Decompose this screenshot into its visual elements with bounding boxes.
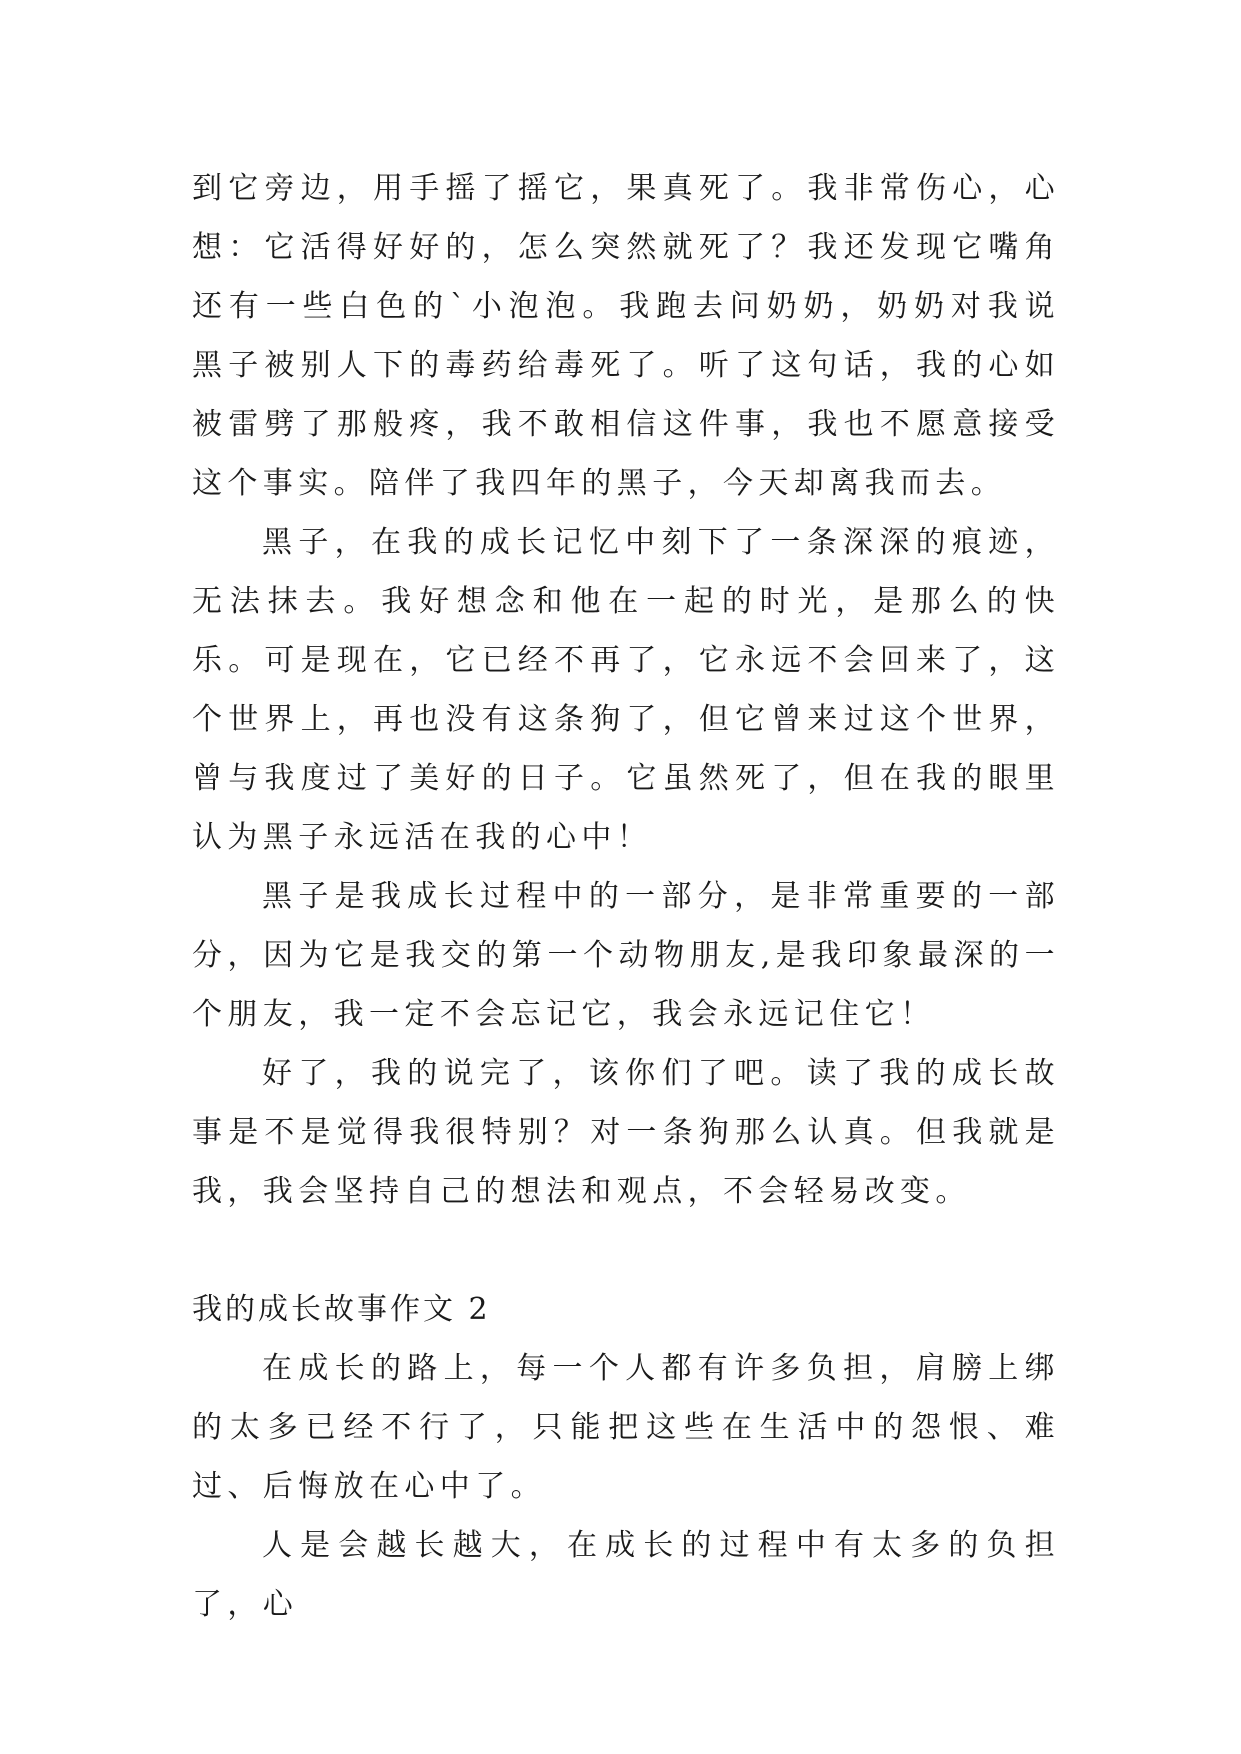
paragraph-continuation: 到它旁边，用手摇了摇它，果真死了。我非常伤心，心想：它活得好好的，怎么突然就死了？我还发现它嘴角还有一些白色的`小泡泡。我跑去问奶奶，奶奶对我说黑子被别人下的毒药给毒死了。听了这句话，我的心如被雷劈了那般疼，我不敢相信这件事，我也不愿意接受这个事实。陪伴了我四年的黑子，今天却离我而去。 [192,171,1060,501]
section-heading: 我的成长故事作文 2 [192,1292,491,1327]
paragraph-burdens: 在成长的路上，每一个人都有许多负担，肩膀上绑的太多已经不行了，只能把这些在生活中的怨恨、难过、后悔放在心中了。 [192,1351,1060,1504]
paragraph-conclusion: 好了，我的说完了，该你们了吧。读了我的成长故事是不是觉得我很特别？对一条狗那么认真。但我就是我，我会坚持自己的想法和观点，不会轻易改变。 [192,1056,1060,1209]
paragraph-growing-up: 人是会越长越大，在成长的过程中有太多的负担了，心 [192,1528,1060,1622]
paragraph-memory: 黑子，在我的成长记忆中刻下了一条深深的痕迹，无法抹去。我好想念和他在一起的时光，是那么的快乐。可是现在，它已经不再了，它永远不会回来了，这个世界上，再也没有这条狗了，但它曾来过这个世界，曾与我度过了美好的日子。它虽然死了，但在我的眼里认为黑子永远活在我的心中！ [192,525,1060,855]
paragraph-important-friend: 黑子是我成长过程中的一部分，是非常重要的一部分，因为它是我交的第一个动物朋友,是我印象最深的一个朋友，我一定不会忘记它，我会永远记住它！ [192,879,1060,1032]
document-body [192,159,1060,1634]
